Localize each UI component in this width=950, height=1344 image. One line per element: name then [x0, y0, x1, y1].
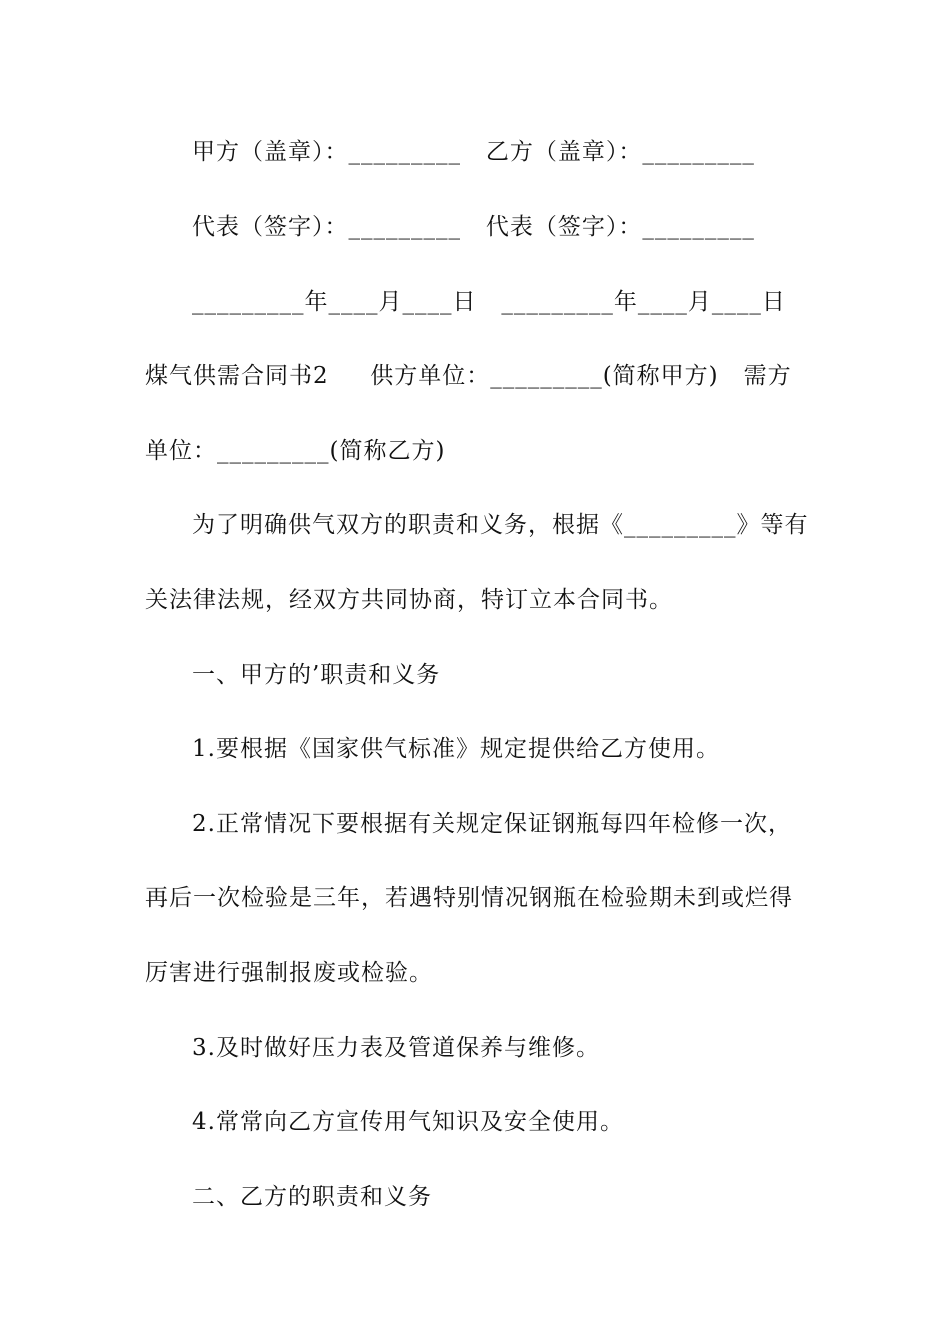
- section-heading-party-b: 二、乙方的职责和义务: [192, 1184, 432, 1210]
- clause-2-line-3: 厉害进行强制报废或检验。: [145, 960, 433, 986]
- clause-2-line-2: 再后一次检验是三年，若遇特别情况钢瓶在检验期未到或烂得: [145, 885, 793, 911]
- preamble-line-2: 关法律法规，经双方共同协商，特订立本合同书。: [145, 587, 673, 613]
- preamble-line-1: 为了明确供气双方的职责和义务，根据《_________》等有: [192, 512, 809, 538]
- clause-3: 3.及时做好压力表及管道保养与维修。: [192, 1035, 600, 1061]
- clause-2-line-1: 2.正常情况下要根据有关规定保证钢瓶每四年检修一次，: [192, 811, 792, 837]
- contract-title-line: 煤气供需合同书2 供方单位：_________(简称甲方) 需方: [145, 363, 792, 389]
- clause-4: 4.常常向乙方宣传用气知识及安全使用。: [192, 1109, 624, 1135]
- clause-1: 1.要根据《国家供气标准》规定提供给乙方使用。: [192, 736, 720, 762]
- signature-date-line: _________年____月____日 _________年____月____日: [192, 289, 786, 315]
- section-heading-party-a: 一、甲方的’职责和义务: [192, 662, 441, 688]
- signature-line-representative: 代表（签字）：_________ 代表（签字）：_________: [192, 214, 755, 240]
- buyer-unit-line: 单位：_________(简称乙方): [145, 438, 446, 464]
- signature-line-party-seal: 甲方（盖章）：_________ 乙方（盖章）：_________: [192, 139, 755, 165]
